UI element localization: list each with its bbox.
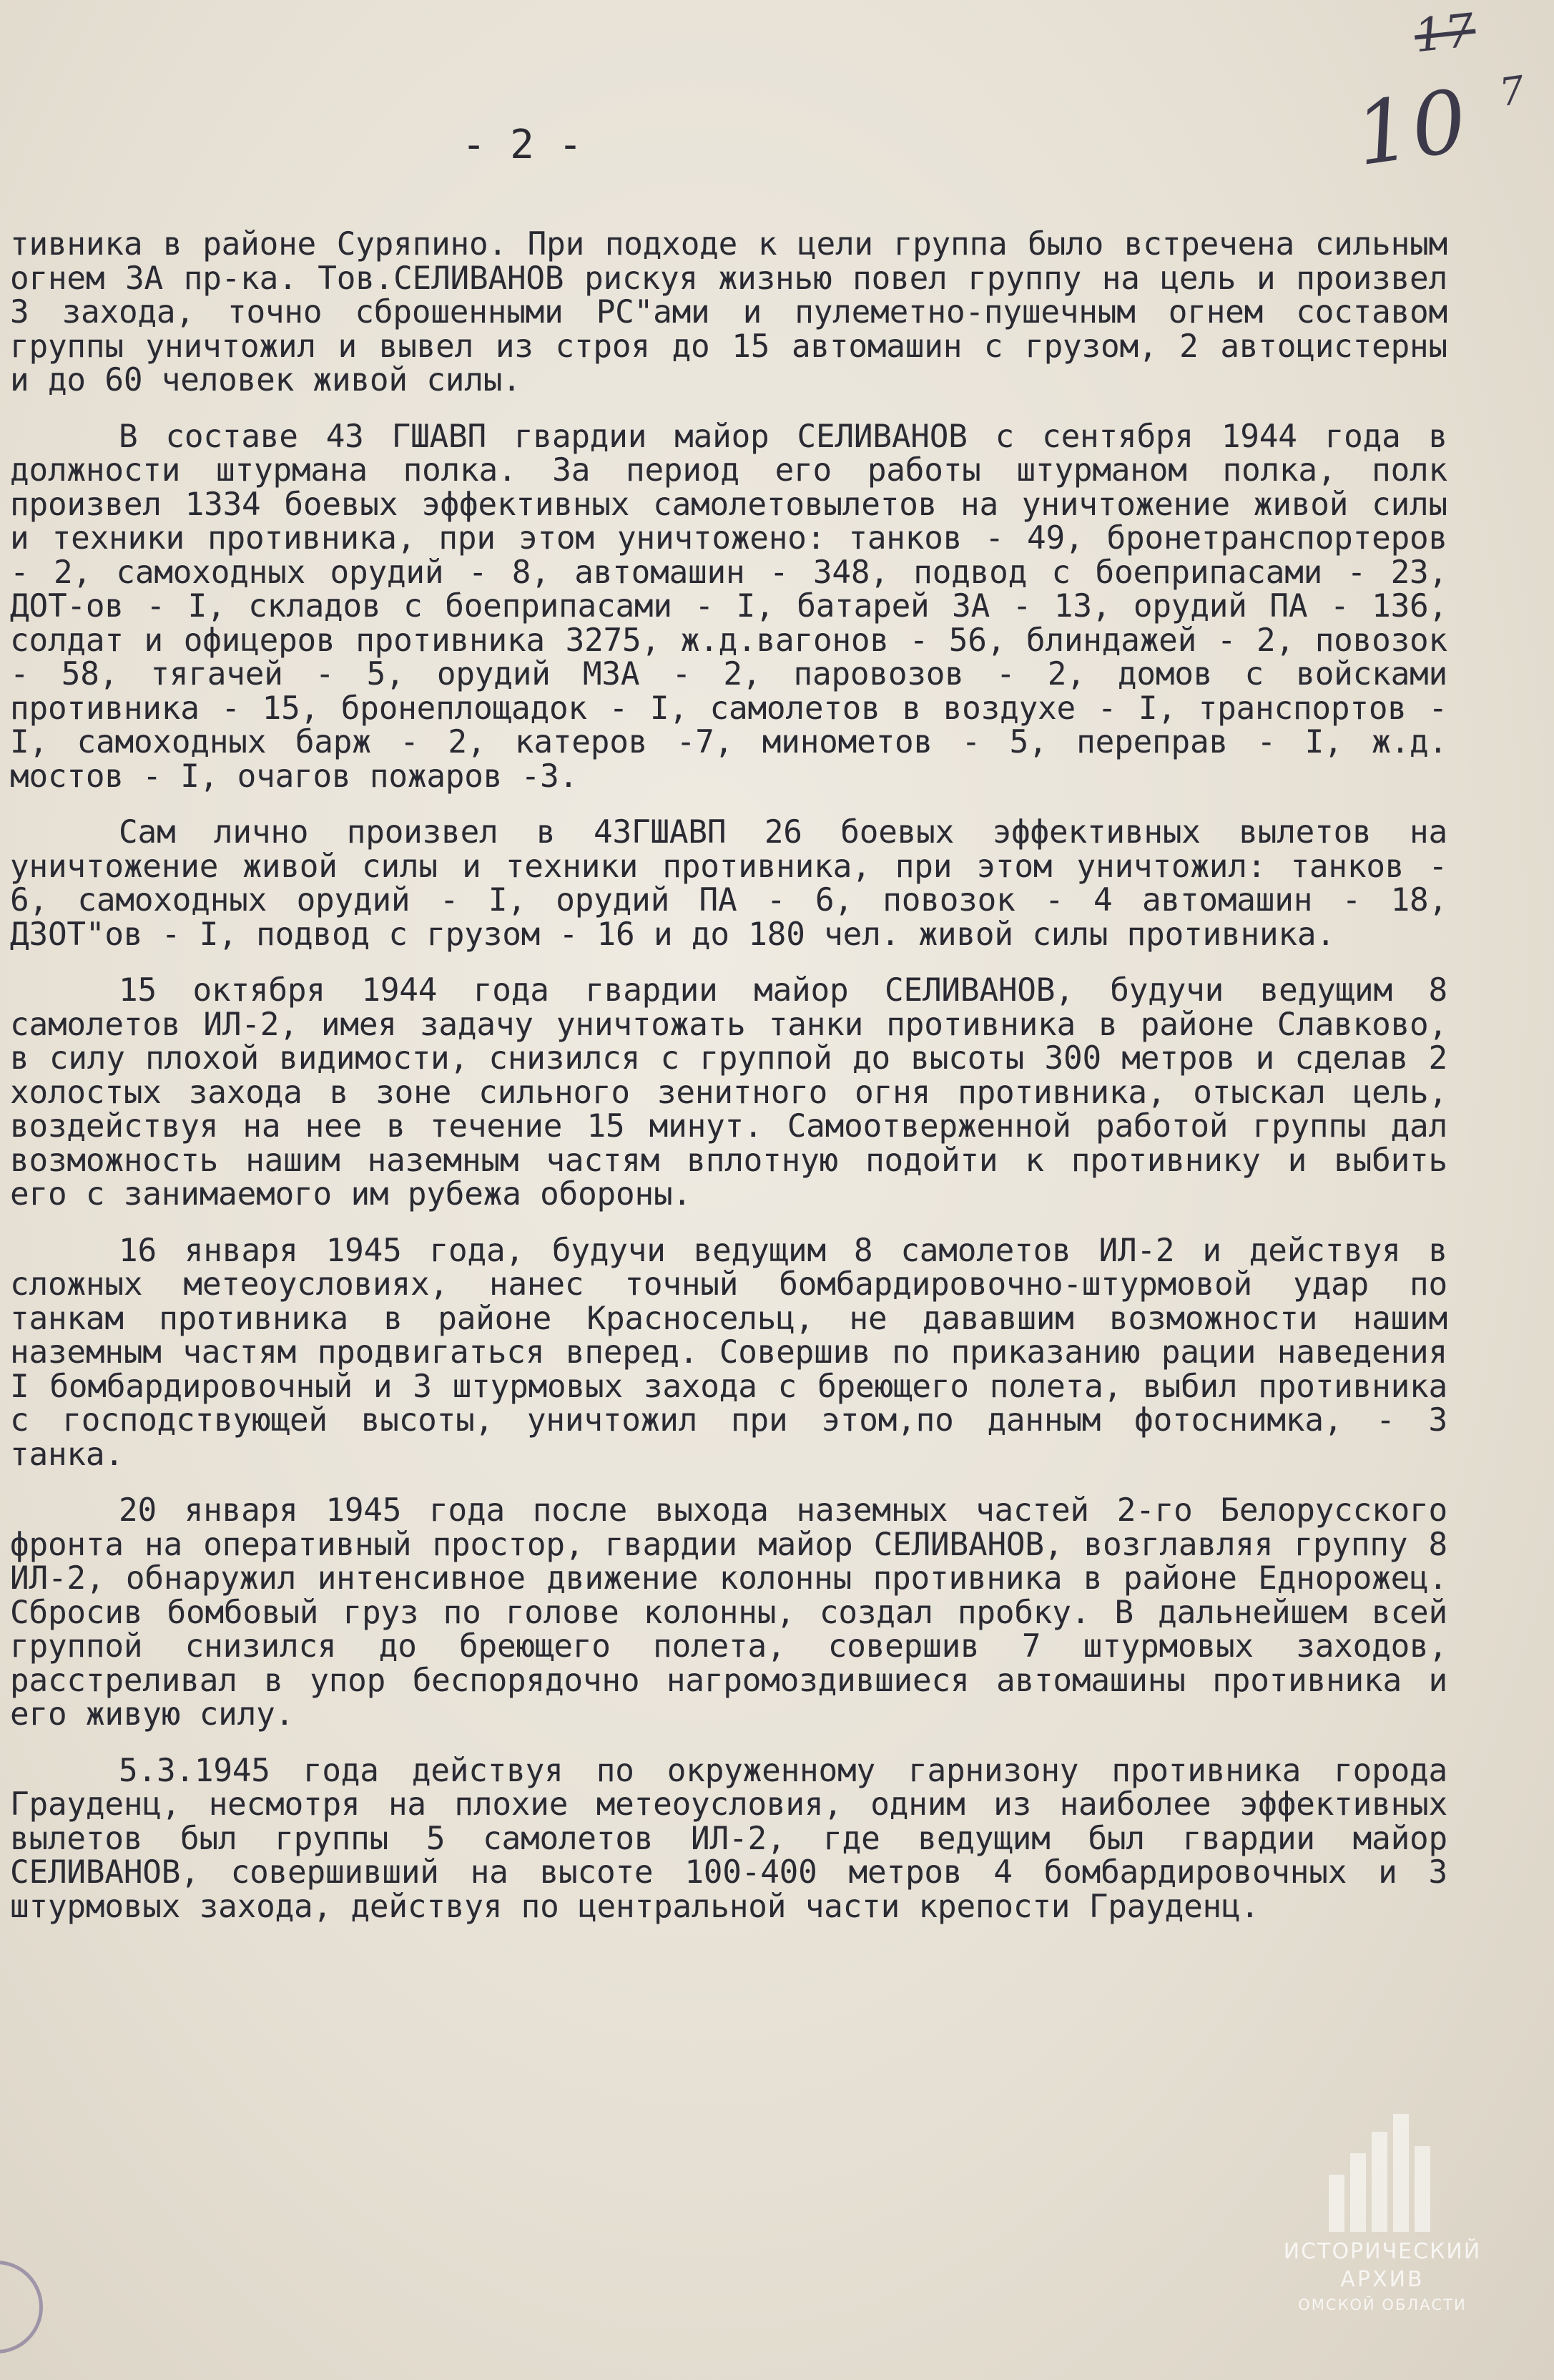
paragraph: Сам лично произвел в 43ГШАВП 26 боевых эффективных вылетов на уничтожение живой силы и техники противника, при этом уничтожил: танков - 6, самоходных орудий - I, орудий ПА - 6, повозок - 4 автомашин - 18, ДЗОТ"ов - I, подвод с грузом - 16 и до 180 чел. живой силы противника.	[10, 814, 1447, 953]
handwritten-superscript: 7	[1496, 67, 1529, 116]
handwritten-old-page-number: 17	[1411, 4, 1478, 64]
archive-stamp	[0, 2261, 43, 2354]
watermark-line-1: ИСТОРИЧЕСКИЙ	[1283, 2239, 1482, 2264]
paragraph: 16 января 1945 года, будучи ведущим 8 самолетов ИЛ-2 и действуя в сложных метеоусловиях, нанес точный бомбардировочно-штурмовой удар по танкам противника в районе Красносельц, не дававшим возможности нашим наземным частям продвигаться вперед. Совершив по приказанию рации наведения I бомбардировочный и 3 штурмовых захода с бреющего полета, выбил противника с господствующей высоты, уничтожил при этом,по данным фотоснимка, - 3 танка.	[10, 1232, 1447, 1473]
paragraph: 15 октября 1944 года гвардии майор СЕЛИВАНОВ, будучи ведущим 8 самолетов ИЛ-2, имея задачу уничтожать танки противника в районе Славково, в силу плохой видимости, снизился с группой до высоты 300 метров и сделав 2 холостых захода в зоне сильного зенитного огня противника, отыскал цель, воздействуя на нее в течение 15 минут. Самоотверженной работой группы дал возможность нашим наземным частям вплотную подойти к противнику и выбить его с занимаемого им рубежа обороны.	[10, 972, 1447, 1213]
handwritten-page-number: 10	[1349, 71, 1475, 186]
document-body	[10, 227, 1447, 1946]
page-number: - 2 -	[461, 122, 583, 168]
watermark-line-3: ОМСКОЙ ОБЛАСТИ	[1298, 2296, 1467, 2313]
watermark-line-2: АРХИВ	[1340, 2267, 1425, 2292]
archive-logo-icon	[1322, 2110, 1443, 2232]
paragraph: 5.3.1945 года действуя по окруженному гарнизону противника города Грауденц, несмотря на плохие метеоусловия, одним из наиболее эффективных вылетов был группы 5 самолетов ИЛ-2, где ведущим был гвардии майор СЕЛИВАНОВ, совершивший на высоте 100-400 метров 4 бомбардировочных и 3 штурмовых захода, действуя по центральной части крепости Грауденц.	[10, 1752, 1447, 1925]
archive-watermark	[1254, 2110, 1511, 2313]
paragraph: 20 января 1945 года после выхода наземных частей 2-го Белорусского фронта на оперативный простор, гвардии майор СЕЛИВАНОВ, возглавляя группу 8 ИЛ-2, обнаружил интенсивное движение колонны противника в районе Еднорожец. Сбросив бомбовый груз по голове колонны, создал пробку. В дальнейшем всей группой снизился до бреющего полета, совершив 7 штурмовых заходов, расстреливал в упор беспорядочно нагромоздившиеся автомашины противника и его живую силу.	[10, 1492, 1447, 1733]
paragraph: тивника в районе Суряпино. При подходе к цели группа было встречена сильным огнем ЗА пр-ка. Тов.СЕЛИВАНОВ рискуя жизнью повел группу на цель и произвел 3 захода, точно сброшенными РС"ами и пулеметно-пушечным огнем составом группы уничтожил и вывел из строя до 15 автомашин с грузом, 2 автоцистерны и до 60 человек живой силы.	[10, 226, 1447, 398]
paragraph: В составе 43 ГШАВП гвардии майор СЕЛИВАНОВ с сентября 1944 года в должности штурмана полка. За период его работы штурманом полка, полк произвел 1334 боевых эффективных самолетовылетов на уничтожение живой силы и техники противника, при этом уничтожено: танков - 49, бронетранспортеров - 2, самоходных орудий - 8, автомашин - 348, подвод с боеприпасами - 23, ДОТ-ов - I, складов с боеприпасами - I, батарей ЗА - 13, орудий ПА - 136, солдат и офицеров противника 3275, ж.д.вагонов - 56, блиндажей - 2, повозок - 58, тягачей - 5, орудий МЗА - 2, паровозов - 2, домов с войсками противника - 15, бронеплощадок - I, самолетов в воздухе - I, транспортов - I, самоходных барж - 2, катеров -7, минометов - 5, переправ - I, ж.д. мостов - I, очагов пожаров -3.	[10, 418, 1447, 795]
